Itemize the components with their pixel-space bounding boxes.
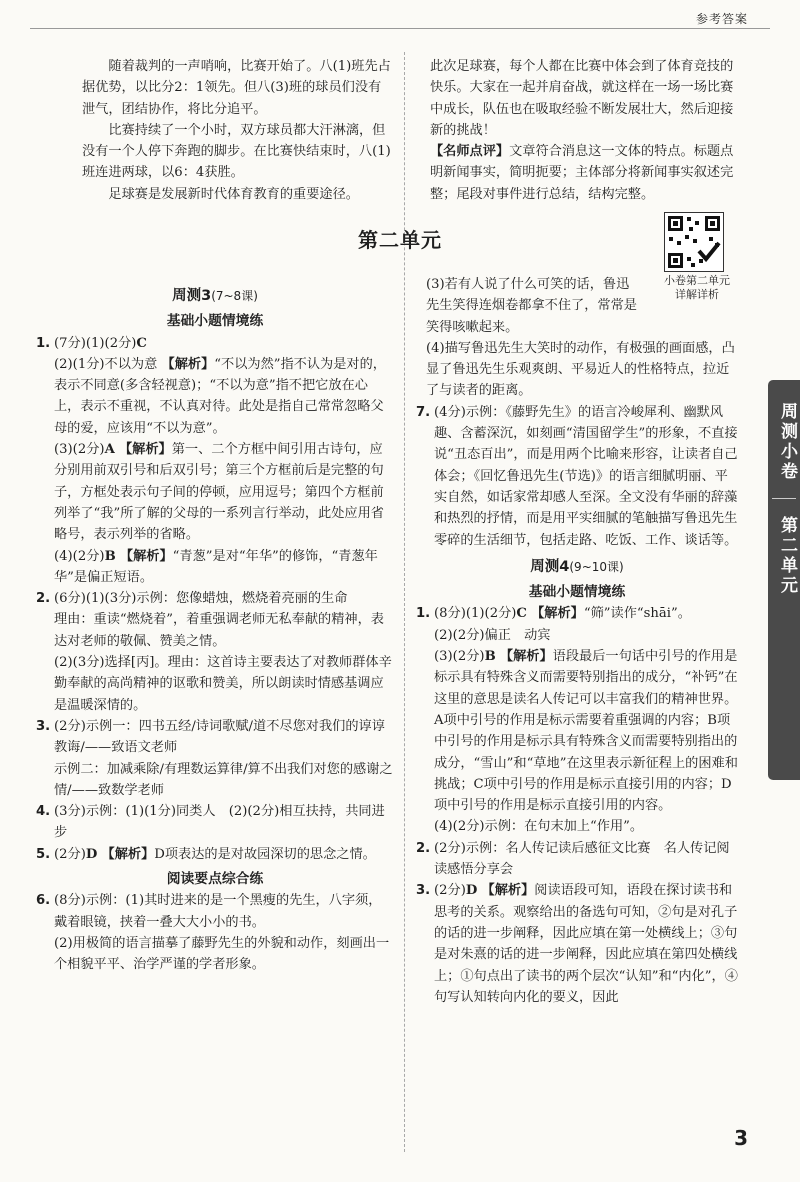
question-6 (36, 890, 394, 975)
paragraph: 比赛持续了一个小时，双方球员都大汗淋漓，但没有一个人停下奔跑的脚步。在比赛快结束时，八(1)班连进两球，以6：4获胜。 (82, 122, 391, 181)
answer-text: (3)(2分) (434, 649, 485, 665)
answer-line: (2分)示例一：四书五经/诗词歌赋/道不尽您对我们的谆谆教诲/——致语文老师 (54, 718, 385, 756)
question-1 (36, 333, 394, 589)
question-number: 6. (36, 893, 51, 909)
right-top-text (430, 56, 742, 205)
answer-line (54, 546, 394, 589)
analysis-text: D项表达的是对故园深切的思念之情。 (154, 846, 376, 862)
analysis-text: 阅读语段可知，语段在探讨读书和思考的关系。观察给出的备选句可知，②句是对孔子的话的进一步阐释，因此应填在第一处横线上；③句是对朱熹的话的进一步阐释，因此应填在第四处横线上；①句点出了读书的两个层次“认知”和“内化”，④句写认知转向内化的要义，因此 (434, 883, 738, 1005)
answer-line: (4分)示例：《藤野先生》的语言冷峻犀利、幽默风趣、含蓄深沉，如刻画“清国留学生”的形象，不直接说“丑态百出”，而是用两个比喻来形容，让读者自己体会；《回忆鲁迅先生(节选)》的语言细腻明丽、平实自然，如话家常却感人至深。全文没有华丽的辞藻和热烈的抒情，而是用平实细腻的笔触描写鲁迅先生零碎的生活细节，包括走路、吃饭、工作、谈话等。 (434, 404, 738, 548)
question-6-cont (416, 338, 738, 402)
section-heading: 基础小题情境练 (166, 313, 264, 330)
left-column (36, 286, 394, 976)
top-rule (30, 28, 770, 29)
analysis-tag: 【解析】 (531, 606, 584, 622)
analysis-text: 语段最后一句话中引号的作用是标示具有特殊含义而需要特别指出的成分，“补钙”在这里的意思是读名人传记可以丰富我们的精神世界。A项中引号的作用是标示需要着重强调的内容；B项中引号的作用是标示具有特殊含义而需要特别指出的成分，“雪山”和“草地”在这里表示新征程上的困难和挑战；C项中引号的作用是标示直接引用的内容；D项中引号的作用是标示直接引用的内容。 (434, 649, 738, 814)
answer-line (54, 439, 394, 545)
answer-text: (3)(2分) (54, 442, 105, 458)
qr-code[interactable] (664, 212, 724, 272)
question-3 (36, 716, 394, 801)
answer-line: (4)(2分)示例：在句末加上“作用”。 (434, 819, 644, 835)
right-column (416, 274, 738, 1008)
answer-line: (2分)示例：名人传记读后感征文比赛 名人传记阅读感悟分享会 (434, 840, 730, 878)
question-number: 2. (36, 591, 51, 607)
week4-title (416, 557, 738, 578)
answer-choice: B (484, 649, 496, 665)
answer-line: 理由：重读“燃烧着”，着重强调老师无私奉献的精神，表达对老师的敬佩、赞美之情。 (54, 612, 384, 649)
week3-range: (7~8课) (211, 289, 258, 303)
analysis-tag: 【解析】 (499, 649, 553, 665)
answer-line: (3分)示例：(1)(1分)同类人 (2)(2分)相互扶持，共同进步 (54, 804, 385, 841)
qr-caption-line: 详解详析 (675, 288, 719, 301)
paragraph: 此次足球赛，每个人都在比赛中体会到了体育竞技的快乐。大家在一起并肩奋战，就这样在一场一场比赛中成长，队伍也在吸取经验不断发展壮大，然后迎接新的挑战！ (430, 59, 734, 138)
section-heading: 阅读要点综合练 (166, 871, 264, 888)
page-number: 3 (734, 1126, 748, 1150)
answer-choice: C (516, 606, 527, 622)
analysis-tag: 【解析】 (481, 883, 535, 899)
question-number: 2. (416, 840, 431, 856)
answer-line (54, 844, 394, 865)
question-4 (36, 801, 394, 844)
answer-line: (6分)(1)(3分)示例：您像蜡烛，燃烧着亮丽的生命 (54, 591, 348, 607)
question-7 (416, 402, 738, 551)
analysis-tag: 【解析】 (119, 548, 173, 564)
answer-choice: C (136, 335, 147, 351)
comment-label: 【名师点评】 (430, 144, 510, 160)
section-heading: 基础小题情境练 (528, 584, 626, 601)
paragraph: 足球赛是发展新时代体育教育的重要途径。 (108, 186, 359, 202)
answer-line (434, 880, 738, 1008)
answer-text: (2分) (434, 883, 466, 899)
analysis-text: “青葱”是对“年华”的修饰，“青葱年华”是偏正短语。 (54, 548, 378, 585)
question-5 (36, 844, 394, 865)
side-tab-divider (772, 498, 796, 499)
paragraph: 随着裁判的一声哨响，比赛开始了。八(1)班先占据优势，以比分2：1领先。但八(3)班的球员们没有泄气，团结协作，将比分追平。 (82, 59, 391, 117)
answer-line: (3)若有人说了什么可笑的话，鲁迅先生笑得连烟卷都拿不住了，常常是笑得咳嗽起来。 (426, 277, 637, 335)
question-number: 1. (36, 335, 51, 351)
side-tab-top: 周测小卷 (777, 402, 797, 482)
column-divider (404, 52, 405, 1152)
answer-line: 示例二：加减乘除/有理数运算律/算不出我们对您的感谢之情/——致数学老师 (54, 761, 393, 798)
answer-line: (2)(2分)偏正 动宾 (434, 627, 551, 643)
question-2 (416, 838, 738, 881)
qr-code-icon (665, 213, 723, 271)
answer-text: (4)(2分) (54, 548, 105, 564)
unit-title: 第二单元 (358, 228, 442, 252)
comment-text: 文章符合消息这一文体的特点。标题点明新闻事实，简明扼要；主体部分将新闻事实叙述完整；尾段对事件进行总结，结构完整。 (430, 144, 734, 202)
question-6-cont (416, 274, 738, 338)
question-number: 7. (416, 404, 431, 420)
question-number: 4. (36, 804, 51, 820)
question-number: 3. (36, 718, 51, 734)
answer-line (54, 354, 394, 439)
answer-line (54, 333, 394, 354)
analysis-text: 第一、二个方框中间引用古诗句，应分别用前双引号和后双引号；第三个方框前后是完整的句子，方框处表示句子间的停顿，应用逗号；第四个方框前列举了“我”所了解的父母的一系列言行举动，此处应用省略号，表示列举的省略。 (54, 442, 384, 543)
left-top-text (82, 56, 394, 205)
answer-line: (4)描写鲁迅先生大笑时的动作，有极强的画面感，凸显了鲁迅先生乐观爽朗、平易近人的性格特点，拉近了与读者的距离。 (426, 340, 735, 399)
answer-line (434, 646, 738, 816)
answer-text: (8分)(1)(2分) (434, 606, 517, 622)
side-tab[interactable] (768, 380, 800, 780)
week4-range: (9~10课) (569, 559, 624, 574)
analysis-tag: 【解析】 (119, 442, 172, 458)
header-label: 参考答案 (695, 12, 748, 26)
answer-choice: A (104, 442, 115, 458)
answer-line (434, 603, 738, 624)
answer-choice: B (104, 548, 116, 564)
answer-text: (2)(1分)不以为意 (54, 356, 158, 372)
answer-line: (2)(3分)选择[丙]。理由：这首诗主要表达了对教师群体辛勤奉献的高尚精神的讴歌和赞美，所以朗读时情感基调应是温暖深情的。 (54, 655, 392, 713)
qr-caption-line: 小卷第二单元 (664, 274, 730, 287)
answer-choice: D (465, 883, 478, 899)
question-number: 3. (416, 883, 431, 899)
answer-line: (8分)示例：(1)其时进来的是一个黑瘦的先生，八字须，戴着眼镜，挟着一叠大大小小的书。 (54, 893, 382, 930)
question-2 (36, 588, 394, 716)
answer-line: (2)用极简的语言描摹了藤野先生的外貌和动作，刻画出一个相貌平平、治学严谨的学者形象。 (54, 935, 390, 973)
week3-title (36, 286, 394, 307)
analysis-tag: 【解析】 (161, 356, 215, 372)
answer-text: (7分)(1)(2分) (54, 335, 137, 351)
week3-title-text: 周测3 (172, 288, 212, 304)
question-number: 1. (416, 606, 431, 622)
side-tab-bottom: 第二单元 (777, 516, 797, 596)
week4-title-text: 周测4 (530, 558, 570, 575)
question-3 (416, 880, 738, 1008)
analysis-text: “不以为然”指不认为是对的，表示不同意(多含轻视意)；“不以为意”指不把它放在心上，表示不重视，不认真对待。此处是指自己常常忽略父母的爱，应该用“不以为意”。 (54, 356, 386, 436)
analysis-tag: 【解析】 (101, 846, 155, 862)
teacher-comment (430, 141, 742, 205)
answer-text: (2分) (54, 846, 86, 862)
answer-choice: D (85, 846, 98, 862)
analysis-text: “筛”读作“shāi”。 (583, 606, 691, 622)
question-1 (416, 603, 738, 837)
question-number: 5. (36, 846, 51, 862)
